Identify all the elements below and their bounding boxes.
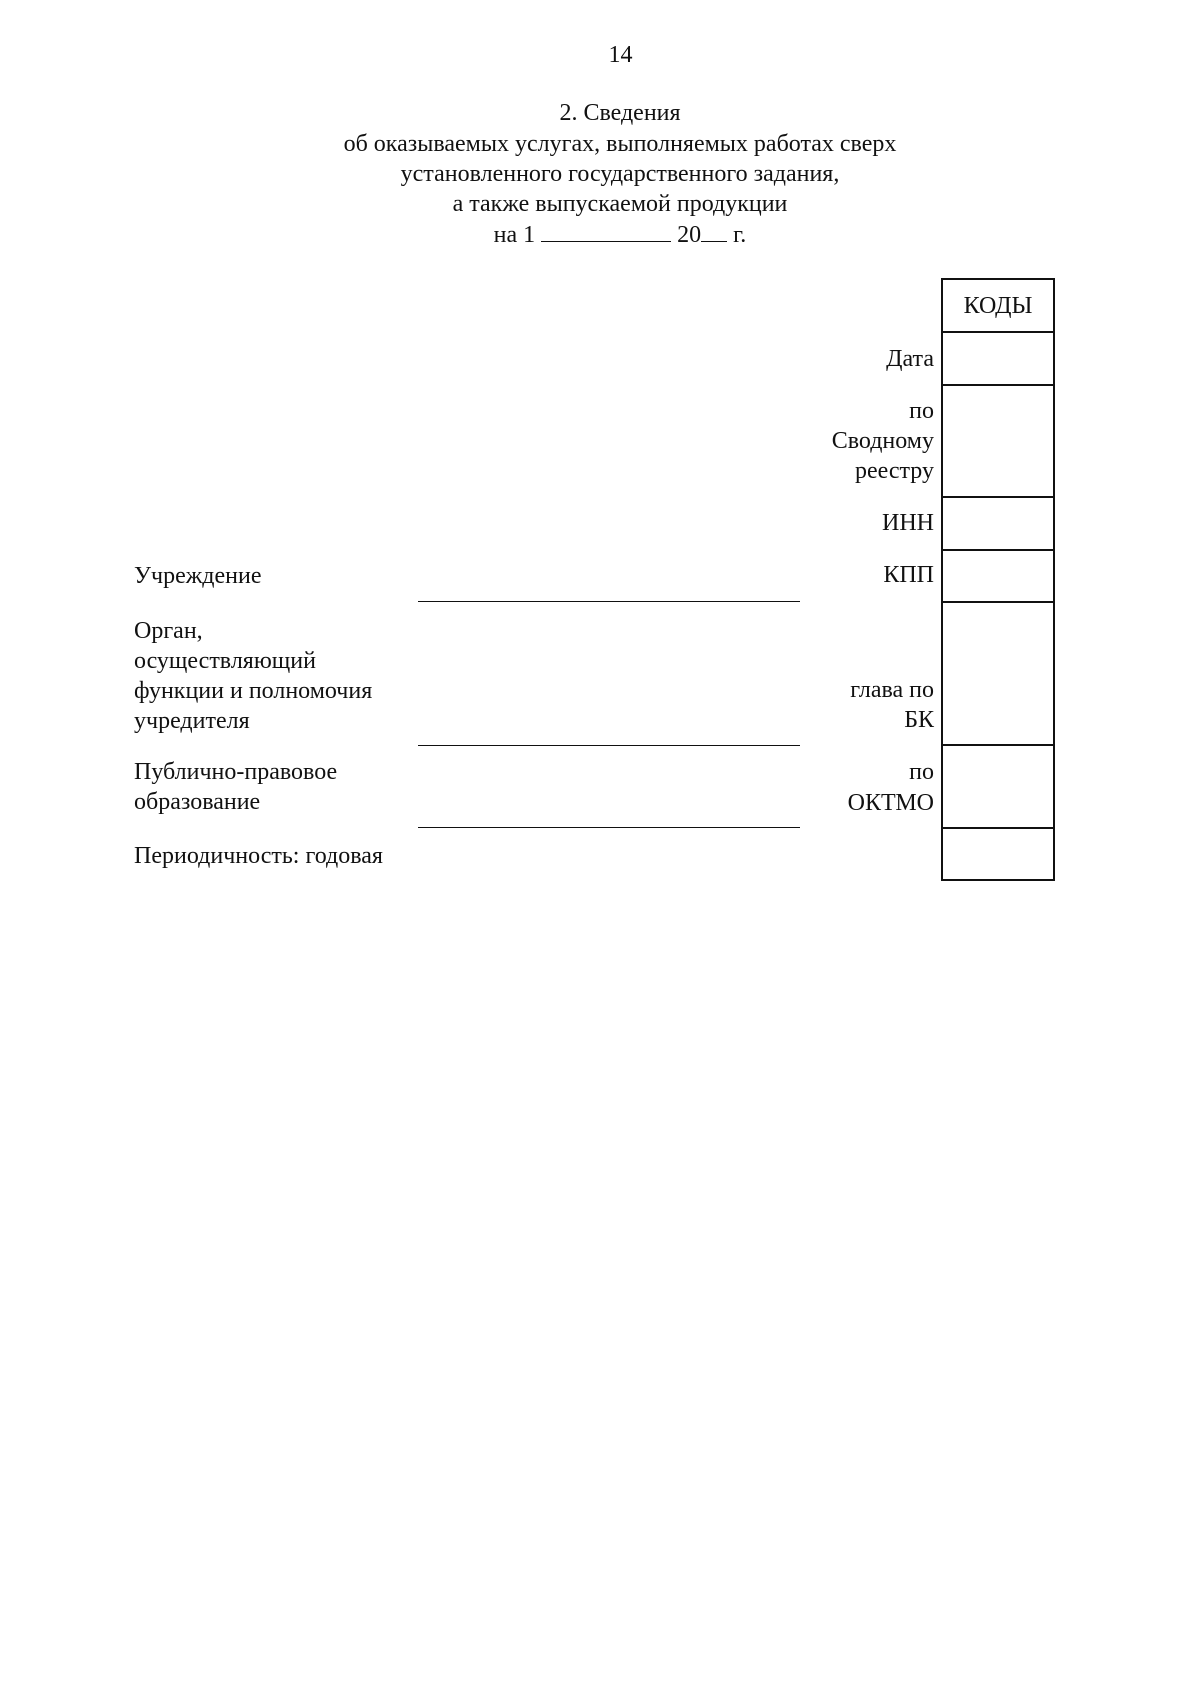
title-line-2: об оказываемых услугах, выполняемых работах сверх: [343, 131, 897, 157]
label-oktmo-line1: по: [909, 759, 934, 785]
label-inn: ИНН: [882, 510, 934, 536]
code-cell-date[interactable]: [941, 331, 1055, 384]
code-cell-blank[interactable]: [941, 827, 1055, 881]
field-label-institution: Учреждение: [134, 563, 262, 589]
code-cell-budget-chapter[interactable]: [941, 601, 1055, 744]
code-cell-kpp[interactable]: [941, 549, 1055, 601]
field-label-public-entity-line1: Публично-правовое: [134, 759, 338, 785]
code-cell-oktmo[interactable]: [941, 744, 1055, 827]
label-registry-line2: Сводному: [831, 428, 934, 454]
code-cell-registry[interactable]: [941, 384, 1055, 496]
periodicity-text: Периодичность: годовая: [134, 843, 383, 869]
label-budget-chapter-line2: БК: [904, 707, 934, 733]
date-year-blank[interactable]: [701, 219, 727, 242]
title-line-4: а также выпускаемой продукции: [452, 191, 788, 217]
date-year-prefix: 20: [677, 222, 702, 248]
field-label-founder-line1: Орган,: [134, 618, 203, 644]
field-label-public-entity-line2: образование: [134, 789, 261, 815]
label-registry-line3: реестру: [854, 458, 934, 484]
field-label-founder-line2: осуществляющий: [134, 648, 316, 674]
founder-fill-line[interactable]: [418, 745, 800, 746]
date-prefix: на 1: [493, 222, 536, 248]
date-suffix: г.: [733, 222, 747, 248]
label-registry-line1: по: [909, 398, 934, 424]
section-title: 2. Сведения: [559, 100, 681, 126]
field-label-founder-line3: функции и полномочия: [134, 678, 373, 704]
label-kpp: КПП: [883, 562, 934, 588]
field-label-founder-line4: учредителя: [134, 708, 250, 734]
page-number: 14: [608, 42, 633, 68]
label-date: Дата: [886, 346, 934, 372]
label-budget-chapter-line1: глава по: [850, 677, 934, 703]
title-line-3: установленного государственного задания,: [400, 161, 840, 187]
codes-header: КОДЫ: [941, 278, 1055, 331]
date-day-month-blank[interactable]: [541, 219, 671, 242]
code-cell-inn[interactable]: [941, 496, 1055, 549]
label-oktmo-line2: ОКТМО: [847, 790, 934, 816]
public-entity-fill-line[interactable]: [418, 827, 800, 828]
institution-fill-line[interactable]: [418, 601, 800, 602]
report-date-line: [20, 219, 1200, 250]
